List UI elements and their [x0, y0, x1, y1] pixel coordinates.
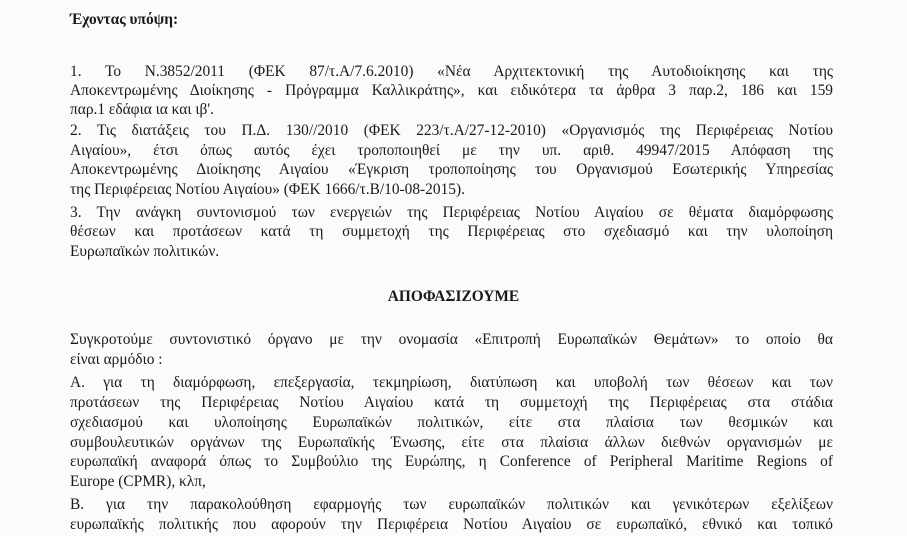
consideration-line: Αποκεντρωμένης Διοίκησης Αιγαίου «Έγκριση τροποποίησης του Οργανισμού Εσωτερικής Υπηρεσίας: [70, 161, 833, 178]
section-heading: Έχοντας υπόψη:: [70, 11, 179, 28]
consideration-line: Ευρωπαϊκών πολιτικών.: [70, 243, 220, 260]
consideration-line: 2. Τις διατάξεις του Π.Δ. 130//2010 (ΦΕΚ 223/τ.Α/27-12-2010) «Οργανισμός της Περιφέρειας Νοτίου: [70, 122, 833, 139]
decision-line: συμβουλευτικών οργάνων της Ευρωπαϊκής Ένωσης, είτε στα πλαίσια άλλων διεθνών οργανισμών με: [70, 434, 833, 451]
decision-line: Β. για την παρακολούθηση εφαρμογής των ευρωπαϊκών πολιτικών και γενικότερων εξελίξεων: [70, 496, 833, 513]
consideration-line: Αποκεντρωμένης Διοίκησης - Πρόγραμμα Καλλικράτης», και ειδικότερα τα άρθρα 3 παρ.2, 186 και 159: [70, 82, 833, 99]
consideration-line: 3. Την ανάγκη συντονισμού των ενεργειών της Περιφέρειας Νοτίου Αιγαίου σε θέματα διαμόρφωσης: [70, 204, 833, 221]
consideration-line: θέσεων και προτάσεων κατά τη συμμετοχή της Περιφέρειας στο σχεδιασμό και την υλοποίηση: [70, 223, 833, 240]
consideration-line: παρ.1 εδάφια ια και ιβ'.: [70, 101, 214, 118]
decision-line: Α. για τη διαμόρφωση, επεξεργασία, τεκμηρίωση, διατύπωση και υποβολή των θέσεων και των: [70, 374, 833, 391]
decision-line: ευρωπαϊκή αναφορά όπως το Συμβούλιο της Ευρώπης, η Conference of Peripheral Maritime Regions of: [70, 453, 833, 470]
consideration-line: της Περιφέρειας Νοτίου Αιγαίου» (ΦΕΚ 1666/τ.Β/10-08-2015).: [70, 181, 465, 198]
decision-line: είναι αρμόδιο :: [70, 351, 163, 368]
decision-heading: ΑΠΟΦΑΣΙΖΟΥΜΕ: [387, 288, 520, 305]
consideration-line: 1. Το Ν.3852/2011 (ΦΕΚ 87/τ.Α/7.6.2010) «Νέα Αρχιτεκτονική της Αυτοδιοίκησης και της: [70, 63, 833, 80]
decision-line: Συγκροτούμε συντονιστικό όργανο με την ονομασία «Επιτροπή Ευρωπαϊκών Θεμάτων» το οποίο θα: [70, 331, 833, 348]
decision-line: προτάσεων της Περιφέρειας Νοτίου Αιγαίου κατά τη συμμετοχή της Περιφέρειας στα στάδια: [70, 394, 833, 411]
consideration-line: Αιγαίου», έτσι όπως αυτός έχει τροποποιηθεί με την υπ. αριθ. 49947/2015 Απόφαση της: [70, 142, 833, 159]
decision-line: σχεδιασμού και υλοποίησης Ευρωπαϊκών πολιτικών, είτε στα πλαίσια των θεσμικών και: [70, 414, 833, 431]
decision-line: Europe (CPMR), κλπ,: [70, 473, 206, 490]
decision-line: ευρωπαϊκής πολιτικής που αφορούν την Περιφέρεια Νοτίου Αιγαίου σε ευρωπαϊκό, εθνικό και τοπικό: [70, 516, 833, 533]
